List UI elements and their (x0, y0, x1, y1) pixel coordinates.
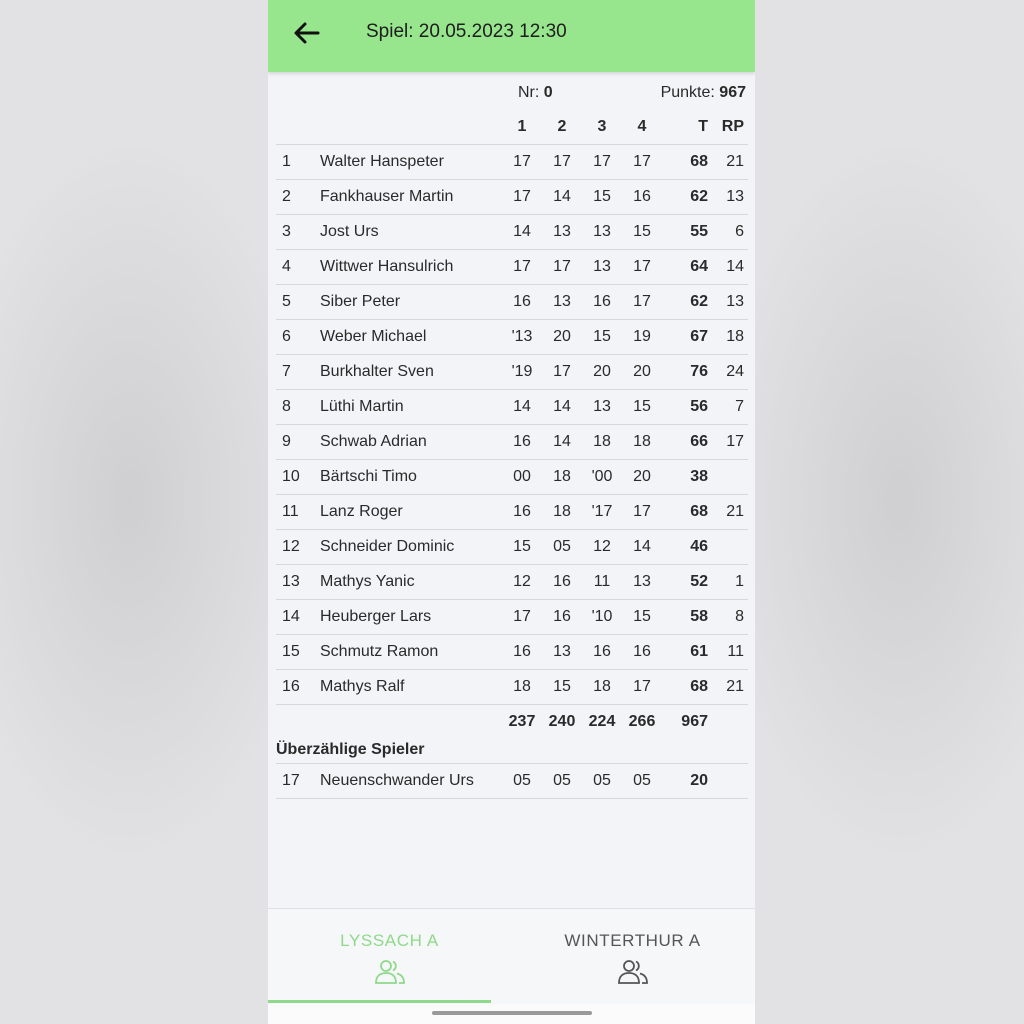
row-number: 4 (282, 258, 291, 275)
score-cell: 17 (513, 608, 531, 625)
score-cell: 15 (513, 538, 531, 555)
score-cell: 13 (633, 573, 651, 590)
score-cell: 17 (513, 258, 531, 275)
row-number: 14 (282, 608, 300, 625)
score-cell: 18 (593, 433, 611, 450)
table-row (276, 494, 748, 529)
sum-cell: 240 (548, 713, 576, 730)
row-number: 12 (282, 538, 300, 555)
rp-cell: 21 (726, 153, 744, 170)
score-cell: 20 (593, 363, 611, 380)
total-cell: 68 (690, 503, 708, 520)
player-name: Fankhauser Martin (320, 188, 454, 205)
total-cell: 52 (690, 573, 708, 590)
rp-cell: 11 (727, 643, 744, 660)
people-icon (374, 959, 406, 985)
total-cell: 20 (690, 772, 708, 789)
score-cell: 20 (553, 328, 571, 345)
player-name: Mathys Ralf (320, 678, 405, 695)
sums-row (276, 704, 748, 739)
total-cell: 66 (690, 433, 708, 450)
people-icon (617, 959, 649, 985)
score-cell: '19 (511, 363, 533, 380)
row-number: 7 (282, 363, 291, 380)
total-cell: 68 (690, 153, 708, 170)
score-cell: 18 (593, 678, 611, 695)
score-cell: 05 (633, 772, 651, 789)
score-cell: '10 (591, 608, 613, 625)
score-cell: 14 (553, 433, 571, 450)
total-cell: 64 (690, 258, 708, 275)
score-cell: 14 (513, 398, 531, 415)
score-cell: 05 (553, 772, 571, 789)
row-number: 5 (282, 293, 291, 310)
score-cell: '00 (591, 468, 613, 485)
total-cell: 62 (690, 293, 708, 310)
row-number: 17 (282, 772, 300, 789)
score-cell: 17 (633, 503, 651, 520)
player-name: Walter Hanspeter (320, 153, 444, 170)
score-cell: 17 (553, 153, 571, 170)
row-number: 9 (282, 433, 291, 450)
score-cell: 16 (633, 188, 651, 205)
score-cell: 17 (553, 258, 571, 275)
home-gesture-handle[interactable] (432, 1011, 592, 1015)
row-number: 15 (282, 643, 300, 660)
score-cell: 17 (633, 153, 651, 170)
score-cell: 17 (633, 678, 651, 695)
rp-cell: 8 (735, 608, 744, 625)
tab-label: LYSSACH A (340, 931, 439, 950)
tab-lyssach-a[interactable] (268, 909, 511, 1005)
row-number: 6 (282, 328, 291, 345)
score-cell: 05 (553, 538, 571, 555)
points-value: 967 (719, 84, 746, 101)
total-cell: 62 (690, 188, 708, 205)
player-name: Heuberger Lars (320, 608, 432, 625)
column-header: 4 (637, 118, 647, 135)
sum-cell: 224 (588, 713, 616, 730)
total-cell: 38 (690, 468, 708, 485)
column-header: 2 (557, 118, 567, 135)
player-name: Weber Michael (320, 328, 427, 345)
score-cell: 19 (633, 328, 651, 345)
rp-cell: 13 (726, 293, 744, 310)
score-cell: 16 (513, 643, 531, 660)
total-cell: 56 (690, 398, 708, 415)
total-cell: 55 (690, 223, 708, 240)
score-cell: 20 (633, 468, 651, 485)
score-cell: 14 (513, 223, 531, 240)
score-content (276, 76, 748, 799)
score-cell: 15 (593, 328, 611, 345)
score-cell: 13 (593, 223, 611, 240)
score-cell: 17 (593, 153, 611, 170)
nr-value: 0 (543, 84, 553, 101)
rp-cell: 17 (726, 433, 744, 450)
score-cell: 05 (513, 772, 531, 789)
score-cell: 14 (553, 188, 571, 205)
row-number: 16 (282, 678, 300, 695)
score-cell: '13 (511, 328, 533, 345)
player-name: Wittwer Hansulrich (320, 258, 454, 275)
score-cell: 16 (593, 293, 611, 310)
player-name: Mathys Yanic (320, 573, 415, 590)
score-cell: 12 (513, 573, 531, 590)
player-name: Bärtschi Timo (320, 468, 417, 485)
table-row (276, 424, 748, 459)
column-header: 3 (597, 118, 607, 135)
rp-cell: 1 (735, 573, 744, 590)
table-row (276, 144, 748, 179)
column-header: RP (721, 118, 744, 135)
table-row (276, 179, 748, 214)
score-cell: 18 (553, 503, 571, 520)
column-header: T (698, 118, 708, 135)
table-row (276, 669, 748, 704)
total-cell: 76 (690, 363, 708, 380)
table-row (276, 459, 748, 494)
table-row (276, 319, 748, 354)
score-cell: 13 (553, 223, 571, 240)
total-cell: 58 (690, 608, 708, 625)
score-cell: 17 (513, 188, 531, 205)
rp-cell: 21 (726, 503, 744, 520)
score-cell: 17 (553, 363, 571, 380)
score-cell: 15 (633, 398, 651, 415)
player-name: Schmutz Ramon (320, 643, 439, 660)
table-row (276, 529, 748, 564)
table-row (276, 214, 748, 249)
score-cell: '17 (591, 503, 613, 520)
score-cell: 16 (633, 643, 651, 660)
points-label: Punkte: (660, 84, 715, 101)
rp-cell: 18 (726, 328, 744, 345)
total-cell: 46 (690, 538, 708, 555)
extra-player-table (276, 763, 748, 799)
rp-cell: 24 (726, 363, 744, 380)
player-name: Lanz Roger (320, 503, 403, 520)
player-name: Jost Urs (320, 223, 379, 240)
column-header: 1 (517, 118, 527, 135)
score-cell: 13 (593, 398, 611, 415)
total-cell: 67 (690, 328, 708, 345)
score-cell: 05 (593, 772, 611, 789)
total-cell: 68 (690, 678, 708, 695)
score-cell: 17 (513, 153, 531, 170)
rp-cell: 21 (726, 678, 744, 695)
sum-cell: 266 (628, 713, 656, 730)
table-header (276, 110, 748, 144)
table-row (276, 634, 748, 669)
player-name: Siber Peter (320, 293, 401, 310)
score-cell: 17 (633, 293, 651, 310)
score-cell: 15 (553, 678, 571, 695)
rp-cell: 13 (726, 188, 744, 205)
score-cell: 00 (513, 468, 531, 485)
system-nav-bar (268, 1004, 755, 1024)
rp-cell: 7 (735, 398, 744, 415)
player-name: Schwab Adrian (320, 433, 427, 450)
row-number: 13 (282, 573, 300, 590)
row-number: 8 (282, 398, 291, 415)
sum-total: 967 (681, 713, 708, 730)
score-cell: 13 (553, 293, 571, 310)
active-tab-indicator (268, 1000, 491, 1003)
rp-cell: 14 (726, 258, 744, 275)
table-row (276, 564, 748, 599)
app-bar (268, 0, 755, 72)
team-tab-bar (268, 908, 755, 1005)
row-number: 11 (282, 503, 299, 520)
table-row (276, 763, 748, 799)
table-row (276, 599, 748, 634)
table-row (276, 284, 748, 319)
score-cell: 12 (593, 538, 611, 555)
player-name: Schneider Dominic (320, 538, 455, 555)
arrow-left-icon[interactable] (292, 18, 322, 48)
score-cell: 18 (513, 678, 531, 695)
score-cell: 18 (553, 468, 571, 485)
score-cell: 15 (633, 608, 651, 625)
page-title: Spiel: 20.05.2023 12:30 (366, 21, 567, 42)
points-summary (661, 84, 746, 102)
extra-players-heading: Überzählige Spieler (276, 741, 425, 758)
total-cell: 61 (690, 643, 708, 660)
row-number: 10 (282, 468, 300, 485)
score-cell: 16 (553, 608, 571, 625)
player-name: Burkhalter Sven (320, 363, 434, 380)
score-cell: 16 (593, 643, 611, 660)
player-name: Neuenschwander Urs (320, 772, 474, 789)
table-row (276, 389, 748, 424)
score-cell: 11 (593, 573, 611, 590)
score-cell: 13 (553, 643, 571, 660)
table-row (276, 354, 748, 389)
nr-label: Nr: (518, 84, 540, 101)
nr-summary (518, 84, 553, 102)
score-cell: 17 (633, 258, 651, 275)
score-cell: 20 (633, 363, 651, 380)
summary-line (276, 76, 748, 110)
rp-cell: 6 (735, 223, 744, 240)
score-cell: 18 (633, 433, 651, 450)
score-cell: 16 (553, 573, 571, 590)
row-number: 3 (282, 223, 291, 240)
row-number: 1 (282, 153, 291, 170)
player-name: Lüthi Martin (320, 398, 404, 415)
tab-label: WINTERTHUR A (564, 931, 701, 950)
score-cell: 16 (513, 503, 531, 520)
row-number: 2 (282, 188, 291, 205)
score-cell: 15 (633, 223, 651, 240)
table-row (276, 249, 748, 284)
sum-cell: 237 (508, 713, 536, 730)
score-cell: 15 (593, 188, 611, 205)
tab-winterthur-a[interactable] (511, 909, 754, 1005)
player-table (276, 144, 748, 704)
score-cell: 16 (513, 433, 531, 450)
score-cell: 13 (593, 258, 611, 275)
score-cell: 16 (513, 293, 531, 310)
score-cell: 14 (633, 538, 651, 555)
app-screen (268, 0, 755, 1024)
score-cell: 14 (553, 398, 571, 415)
